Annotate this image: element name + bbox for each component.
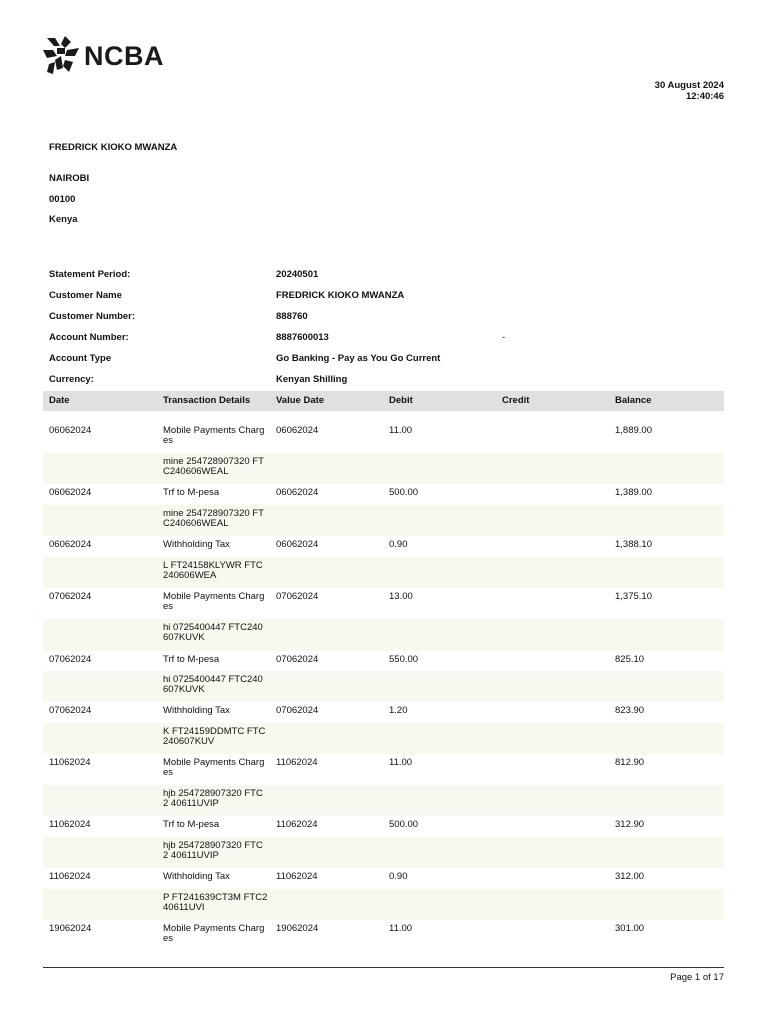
info-statement-period xyxy=(49,264,724,285)
cell-balance: 301.00 xyxy=(615,923,645,934)
cell-debit: 0.90 xyxy=(389,539,408,550)
info-account-number xyxy=(49,327,724,348)
cell-date: 07062024 xyxy=(49,705,92,716)
cell-details: Withholding Tax xyxy=(163,871,230,882)
table-row xyxy=(43,868,724,889)
info-value: 8887600013 xyxy=(276,332,329,343)
table-row xyxy=(43,484,724,505)
statement-date: 30 August 2024 xyxy=(654,80,724,91)
cell-value-date: 07062024 xyxy=(276,591,319,602)
table-body xyxy=(43,422,724,951)
address-postal-code: 00100 xyxy=(49,194,76,205)
cell-debit: 13.00 xyxy=(389,591,413,602)
cell-date: 11062024 xyxy=(49,871,91,882)
cell-balance: 312.90 xyxy=(615,819,645,830)
info-label: Customer Number: xyxy=(49,311,136,322)
table-row xyxy=(43,837,724,868)
table-row xyxy=(43,422,724,453)
cell-details: Mobile Payments Charges xyxy=(163,757,265,778)
table-header xyxy=(43,391,724,411)
cell-details: hi 0725400447 FTC240 607KUVK xyxy=(163,674,263,695)
cell-details: L FT24158KLYWR FTC 240606WEA xyxy=(163,560,263,581)
table-row xyxy=(43,920,724,951)
cell-balance: 823.90 xyxy=(615,705,645,716)
customer-name-heading: FREDRICK KIOKO MWANZA xyxy=(49,142,178,153)
statement-time: 12:40:46 xyxy=(685,91,724,102)
brand-name: NCBA xyxy=(84,40,164,71)
cell-debit: 550.00 xyxy=(389,654,419,665)
table-row xyxy=(43,505,724,536)
cell-debit: 11.00 xyxy=(389,923,413,934)
cell-details: mine 254728907320 FT C240606WEAL xyxy=(163,456,264,477)
table-row xyxy=(43,453,724,484)
cell-details: P FT241639CT3M FTC2 40611UVI xyxy=(163,892,268,913)
address-city: NAIROBI xyxy=(49,173,90,184)
info-label: Statement Period: xyxy=(49,269,131,280)
cell-value-date: 07062024 xyxy=(276,654,319,665)
info-value: 888760 xyxy=(276,311,308,322)
cell-date: 07062024 xyxy=(49,654,92,665)
info-customer-number xyxy=(49,306,724,327)
cell-details: hjb 254728907320 FTC2 40611UVIP xyxy=(163,840,263,861)
cell-balance: 312.00 xyxy=(615,871,645,882)
cell-debit: 500.00 xyxy=(389,819,419,830)
cell-balance: 1,389.00 xyxy=(615,487,652,498)
table-row xyxy=(43,536,724,557)
cell-value-date: 11062024 xyxy=(276,871,318,882)
cell-details: hjb 254728907320 FTC2 40611UVIP xyxy=(163,788,263,809)
info-customer-name xyxy=(49,285,724,306)
cell-details: mine 254728907320 FT C240606WEAL xyxy=(163,508,264,529)
cell-details: Mobile Payments Charges xyxy=(163,923,265,944)
cell-balance: 825.10 xyxy=(615,654,645,665)
cell-date: 11062024 xyxy=(49,819,91,830)
info-account-type xyxy=(49,348,724,369)
table-row xyxy=(43,702,724,723)
cell-value-date: 06062024 xyxy=(276,539,319,550)
cell-debit: 1.20 xyxy=(389,705,408,716)
info-label: Account Number: xyxy=(49,332,129,343)
cell-debit: 500.00 xyxy=(389,487,419,498)
cell-date: 19062024 xyxy=(49,923,92,934)
info-label: Currency: xyxy=(49,374,94,385)
cell-details: Withholding Tax xyxy=(163,539,230,550)
cell-date: 06062024 xyxy=(49,539,92,550)
cell-date: 07062024 xyxy=(49,591,92,602)
cell-details: K FT24159DDMTC FTC 240607KUV xyxy=(163,726,266,747)
cell-date: 06062024 xyxy=(49,425,92,436)
transactions-table xyxy=(43,391,724,951)
info-extra: - xyxy=(502,332,506,343)
page-number: Page 1 of 17 xyxy=(670,972,724,983)
table-spacer xyxy=(43,411,724,422)
cell-details: Withholding Tax xyxy=(163,705,230,716)
table-row xyxy=(43,723,724,754)
info-label: Account Type xyxy=(49,353,112,364)
account-info xyxy=(49,264,724,390)
cell-balance: 812.90 xyxy=(615,757,645,768)
cell-debit: 11.00 xyxy=(389,425,413,436)
table-row xyxy=(43,754,724,785)
cell-date: 11062024 xyxy=(49,757,91,768)
table-row xyxy=(43,816,724,837)
info-label: Customer Name xyxy=(49,290,122,301)
cell-value-date: 11062024 xyxy=(276,819,318,830)
cell-balance: 1,388.10 xyxy=(615,539,652,550)
info-value: Go Banking - Pay as You Go Current xyxy=(276,353,441,364)
cell-details: Trf to M-pesa xyxy=(163,819,220,830)
info-value: 20240501 xyxy=(276,269,319,280)
header-value-date: Value Date xyxy=(276,395,325,406)
table-row xyxy=(43,651,724,671)
footer-divider xyxy=(43,967,724,968)
cell-value-date: 19062024 xyxy=(276,923,319,934)
info-value: FREDRICK KIOKO MWANZA xyxy=(276,290,405,301)
cell-details: Trf to M-pesa xyxy=(163,487,220,498)
table-row xyxy=(43,671,724,702)
cell-value-date: 06062024 xyxy=(276,487,319,498)
ncba-star-icon xyxy=(43,36,79,76)
header-details: Transaction Details xyxy=(163,395,251,406)
cell-details: Mobile Payments Charges xyxy=(163,591,265,612)
table-row xyxy=(43,588,724,619)
cell-details: Trf to M-pesa xyxy=(163,654,220,665)
cell-debit: 0.90 xyxy=(389,871,408,882)
header-date: Date xyxy=(49,395,70,406)
cell-balance: 1,889.00 xyxy=(615,425,652,436)
address-country: Kenya xyxy=(49,214,78,225)
header-credit: Credit xyxy=(502,395,530,406)
table-row xyxy=(43,619,724,651)
info-value: Kenyan Shilling xyxy=(276,374,348,385)
statement-datetime xyxy=(655,80,724,102)
info-currency xyxy=(49,369,724,390)
cell-debit: 11.00 xyxy=(389,757,413,768)
cell-value-date: 06062024 xyxy=(276,425,319,436)
cell-value-date: 07062024 xyxy=(276,705,319,716)
cell-date: 06062024 xyxy=(49,487,92,498)
cell-value-date: 11062024 xyxy=(276,757,318,768)
ncba-logo xyxy=(43,36,164,76)
header-balance: Balance xyxy=(615,395,652,406)
table-row xyxy=(43,785,724,816)
table-row xyxy=(43,889,724,920)
cell-details: Mobile Payments Charges xyxy=(163,425,265,446)
cell-details: hi 0725400447 FTC240 607KUVK xyxy=(163,622,263,643)
header-debit: Debit xyxy=(389,395,413,406)
cell-balance: 1,375.10 xyxy=(615,591,652,602)
table-row xyxy=(43,557,724,588)
